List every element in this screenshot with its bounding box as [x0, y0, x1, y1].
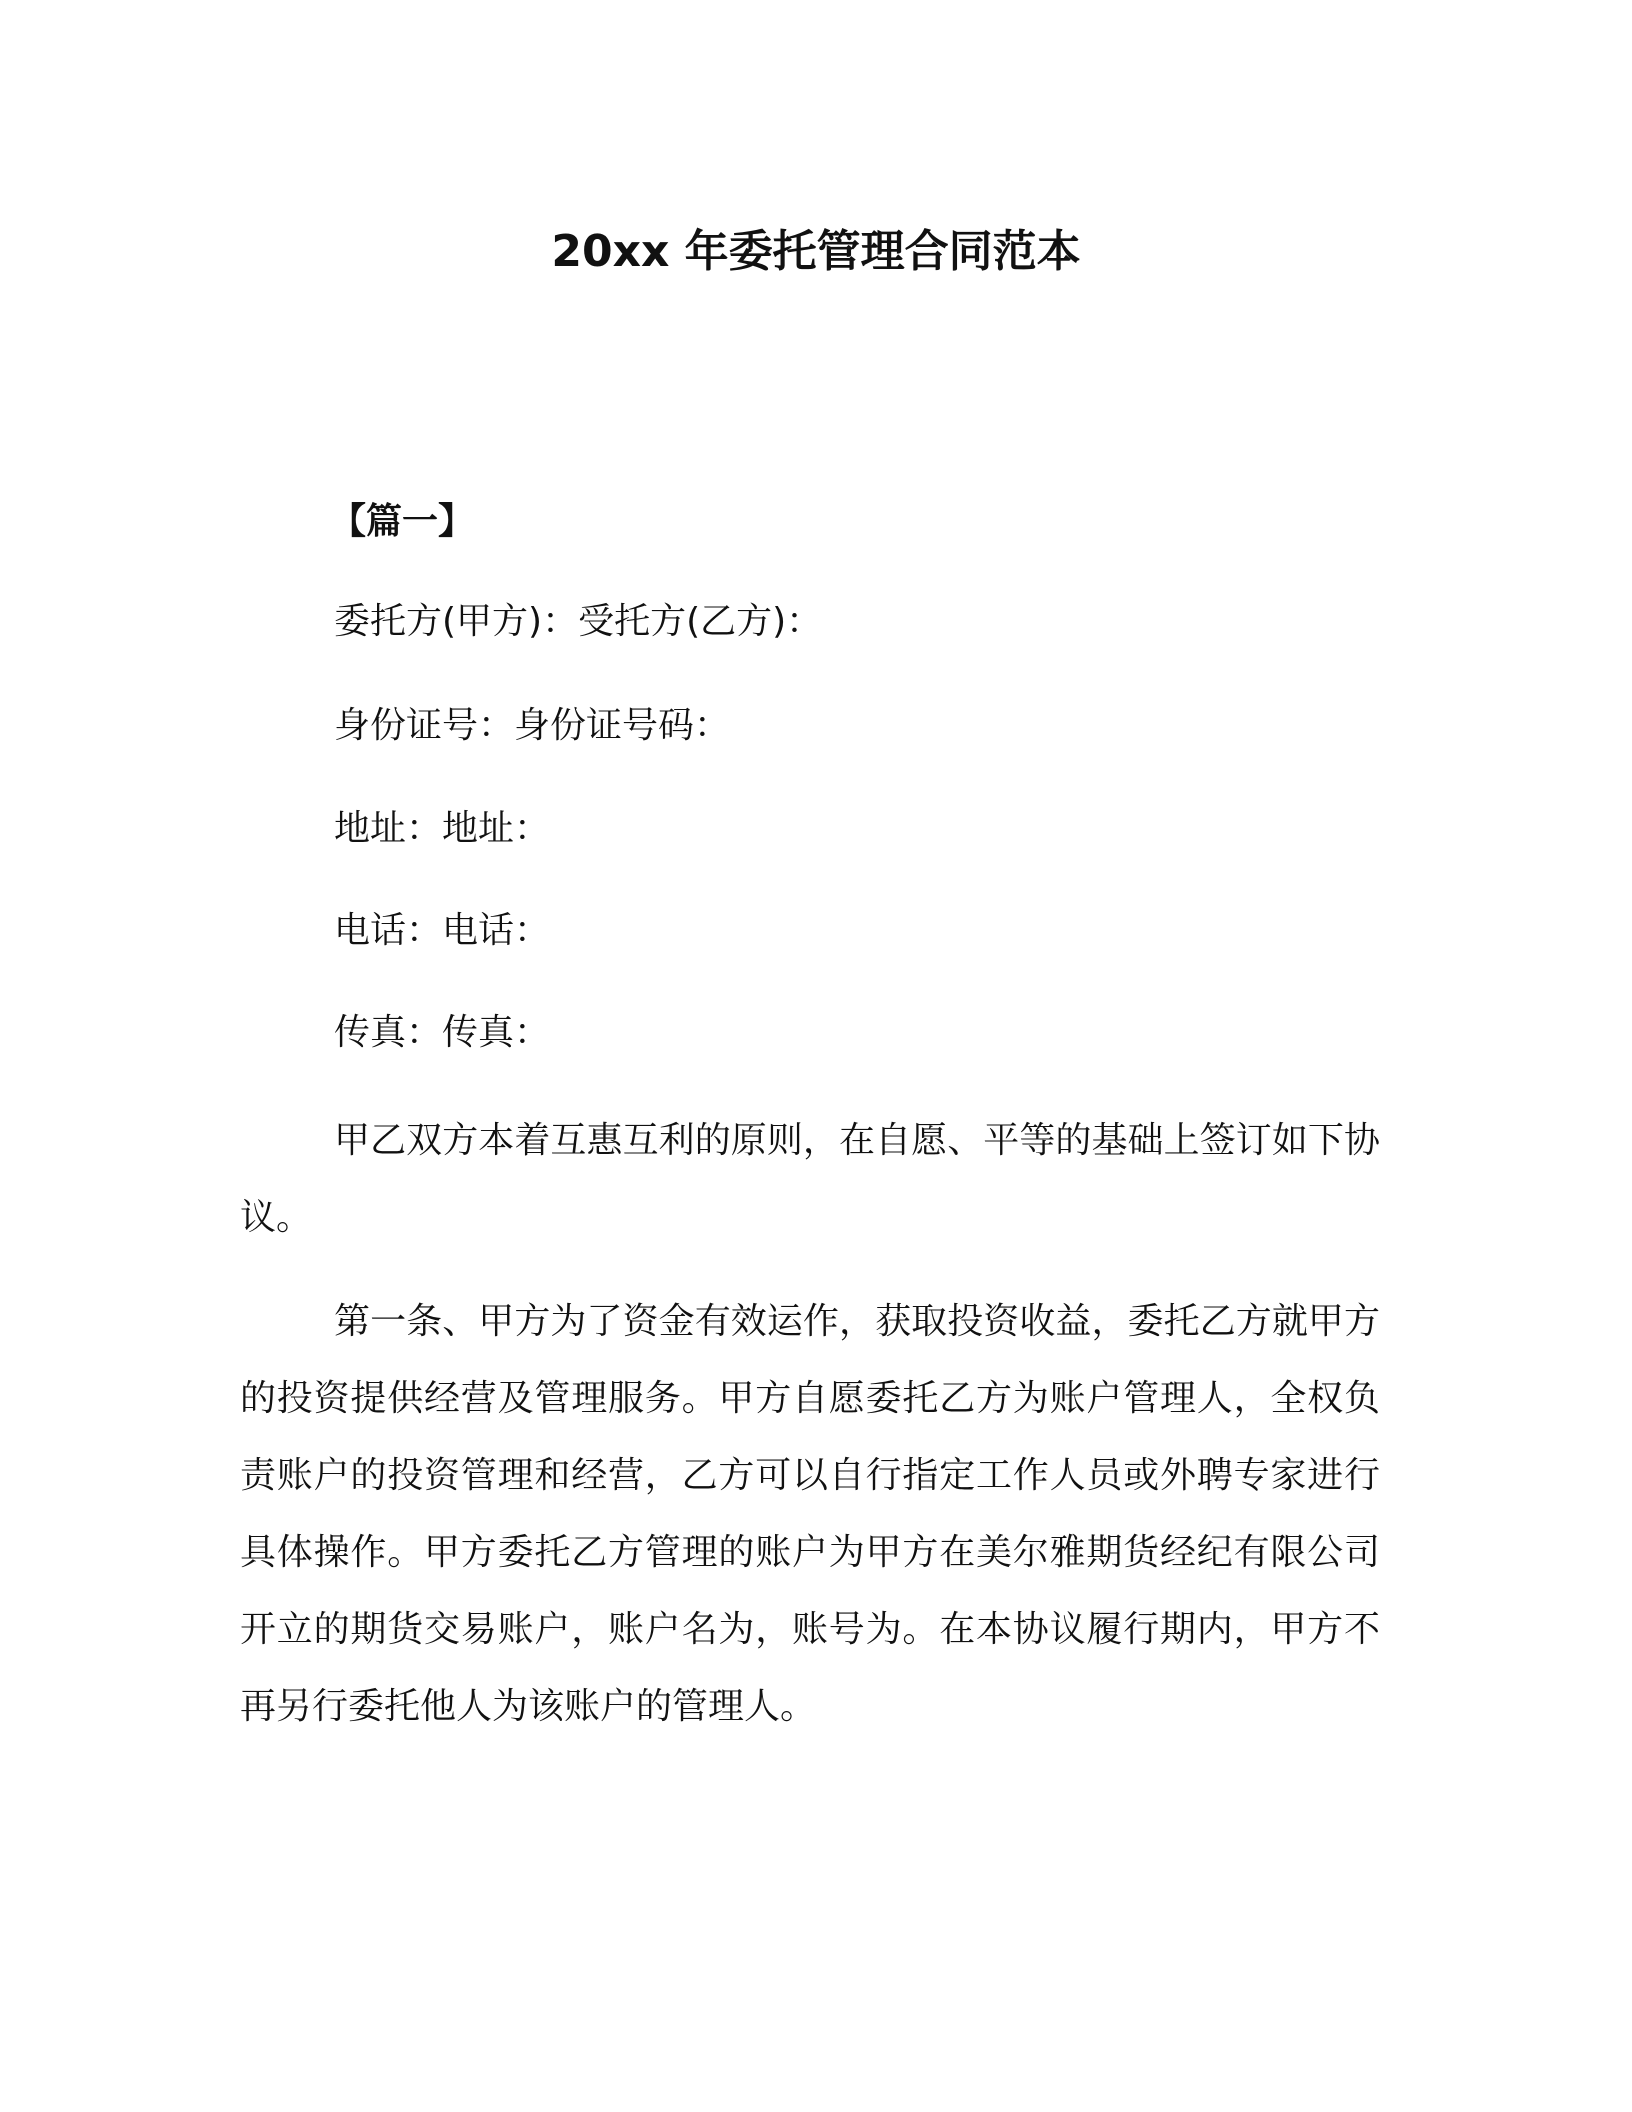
field-line-phone: 电话：电话： [334, 910, 551, 951]
field-line-fax: 传真：传真： [334, 1012, 551, 1053]
field-line-parties: 委托方(甲方)：受托方(乙方)： [334, 601, 823, 642]
section-heading: 【篇一】 [330, 501, 475, 542]
paragraph-agreement-intro: 甲乙双方本着互惠互利的原则，在自愿、平等的基础上签订如下协议。 [240, 1120, 1380, 1238]
field-line-address: 地址：地址： [334, 808, 551, 849]
paragraph-article-one: 第一条、甲方为了资金有效运作，获取投资收益，委托乙方就甲方的投资提供经营及管理服务。甲方自愿委托乙方为账户管理人，全权负责账户的投资管理和经营，乙方可以自行指定工作人员或外聘专家进行具体操作。甲方委托乙方管理的账户为甲方在美尔雅期货经纪有限公司开立的期货交易账户，账户名为，账号为。在本协议履行期内，甲方不再另行委托他人为该账户的管理人。 [240, 1301, 1380, 1727]
document-title: 20xx 年委托管理合同范本 [551, 226, 1081, 277]
field-line-id-number: 身份证号：身份证号码： [334, 705, 731, 746]
